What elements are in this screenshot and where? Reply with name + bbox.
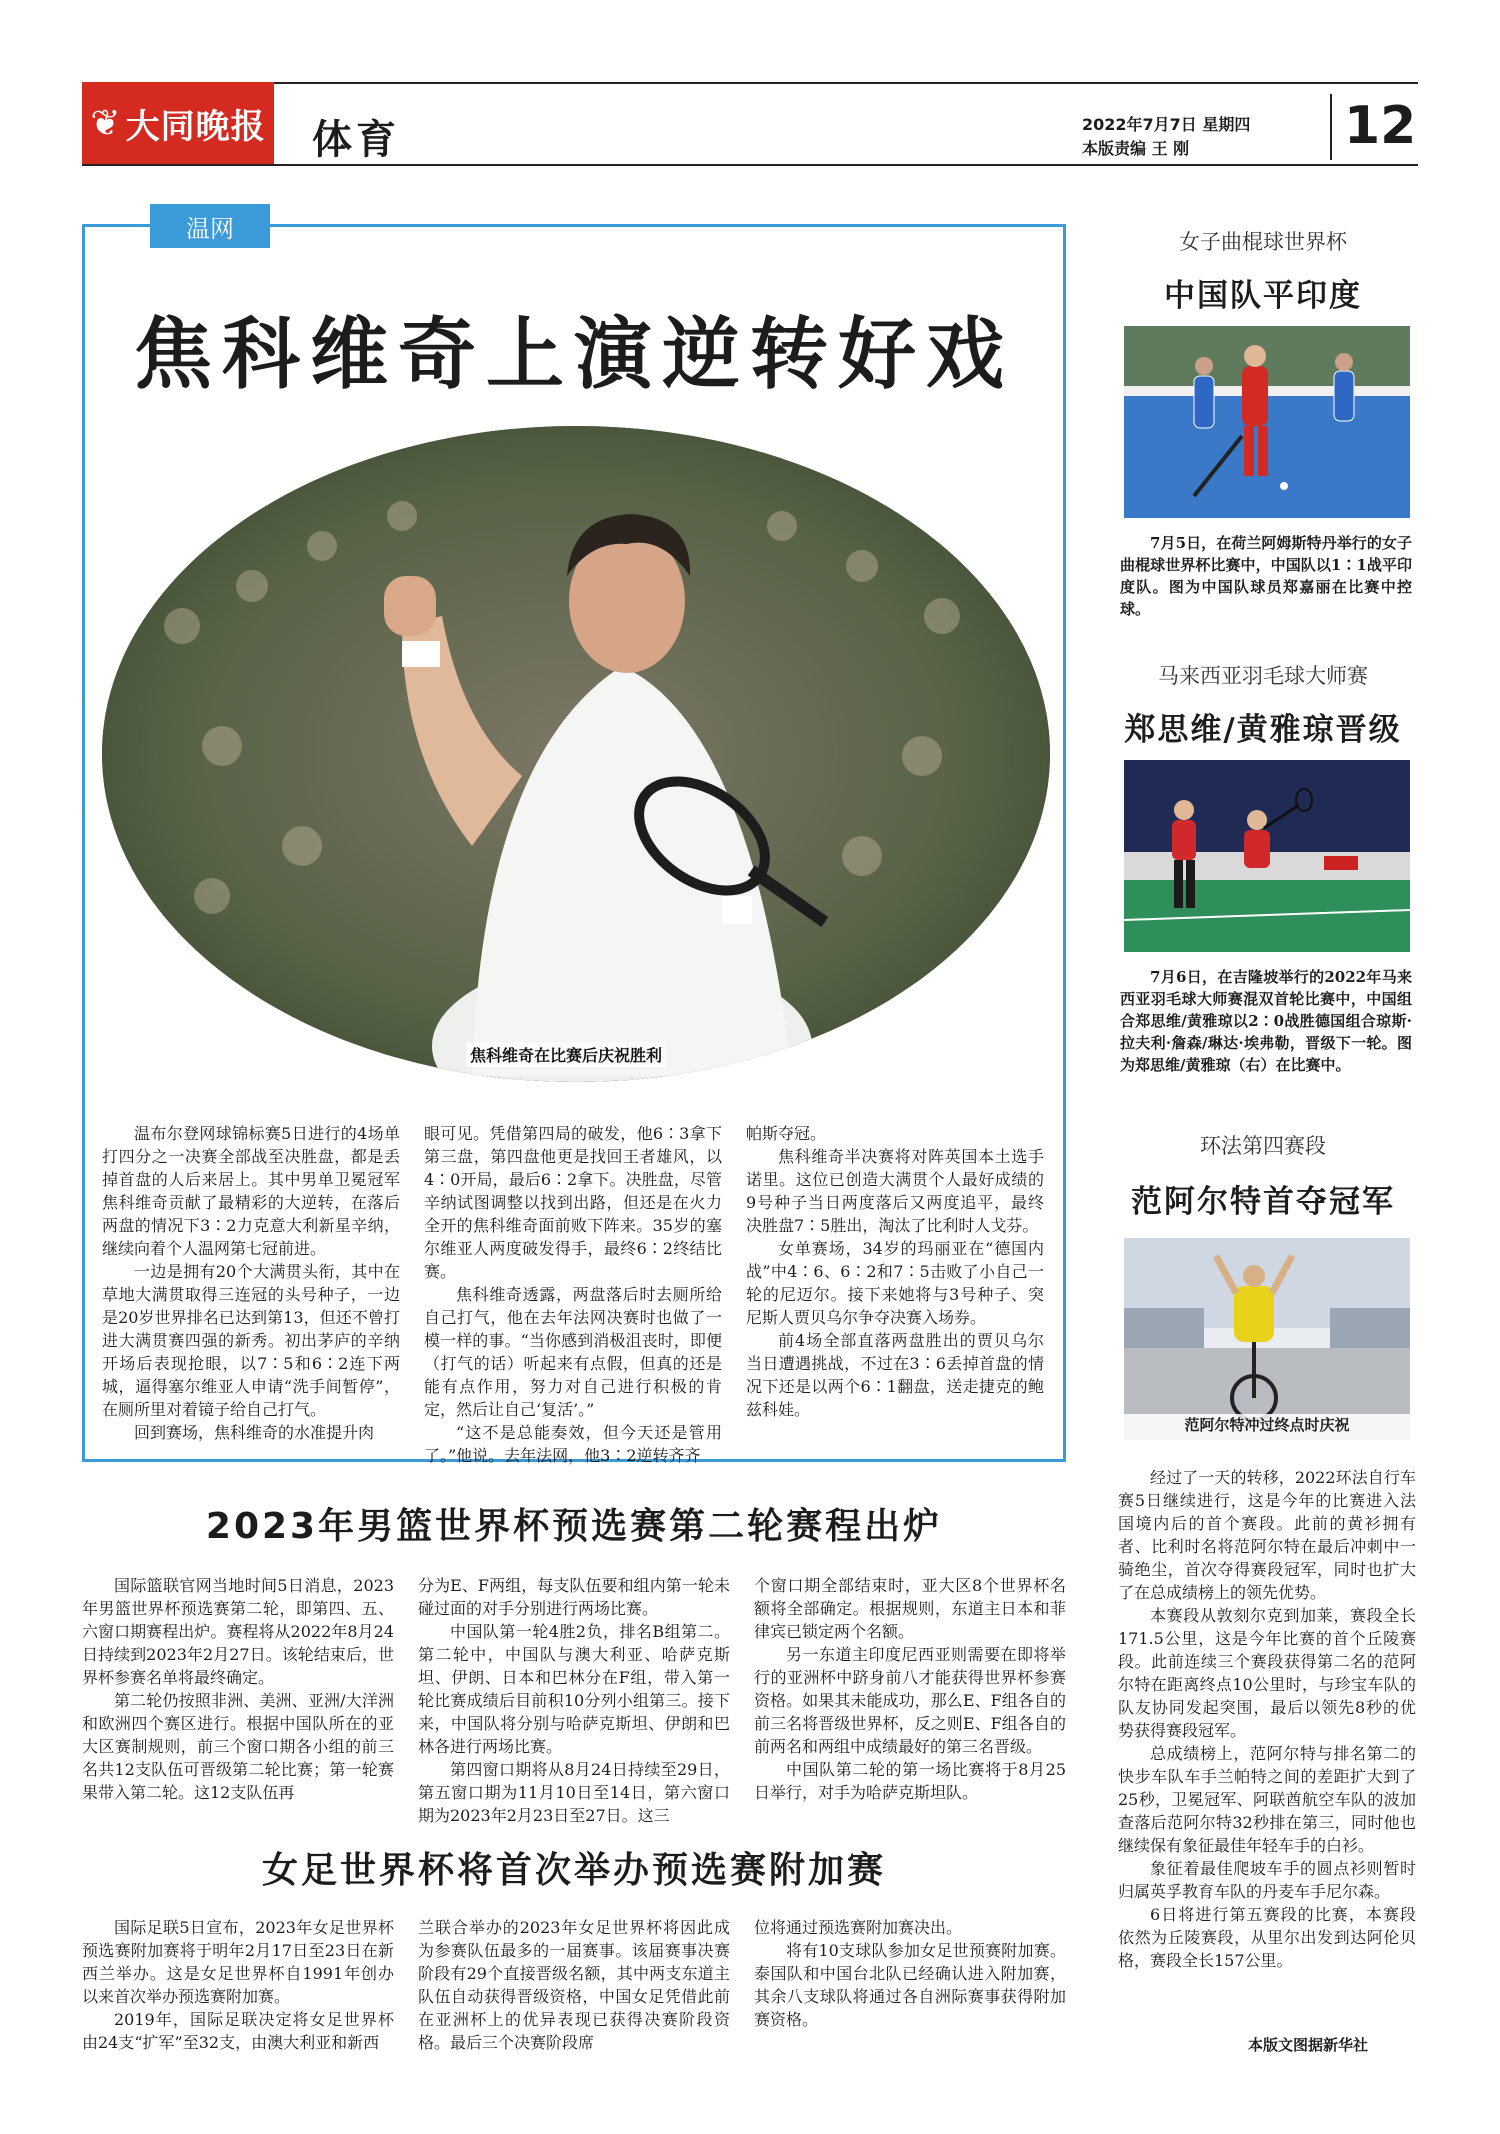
lead-photo: [102, 426, 1050, 1082]
newspaper-logo: [82, 82, 274, 164]
masthead-bottom-rule: [82, 164, 1418, 166]
badminton-illustration: [1124, 760, 1410, 952]
paragraph: 中国队第二轮的第一场比赛将于8月25日举行，对手为哈萨克斯坦队。: [754, 1760, 1066, 1802]
paragraph: 焦科维奇透露，两盘落后时去厕所给自己打气，他在去年法网决赛时也做了一模一样的事。“当你感到消极沮丧时，即便（打气的话）听起来有点假，但真的还是能有点作用，努力对自己进行积极的肯定，然后让自己‘复活’。”: [424, 1285, 722, 1419]
paragraph: 第四窗口期将从8月24日持续至29日，第五窗口期为11月10日至14日，第六窗口期为2023年2月23日至27日。这三: [418, 1760, 730, 1825]
paragraph: 一边是拥有20个大满贯头衔，其中在草地大满贯取得三连冠的头号种子，一边是20岁世界排名已达到第13，但还不曾打进大满贯赛四强的新秀。初出茅庐的辛纳开场后表现抢眼，以7∶5和6∶2连下两城，逼得塞尔维亚人申请“洗手间暂停”，在厕所里对着镜子给自己打气。: [102, 1262, 400, 1419]
badminton-caption: [1120, 966, 1412, 1076]
paragraph: “这不是总能奏效，但今天还是管用了。”他说。去年法网，他3∶2逆转齐齐: [424, 1423, 722, 1465]
hockey-headline: 中国队平印度: [1164, 278, 1362, 314]
womens-football-headline: 女足世界杯将首次举办预选赛附加赛: [261, 1850, 886, 1891]
cyclist-illustration: [1124, 1238, 1410, 1440]
paragraph: 本赛段从敦刻尔克到加莱，赛段全长171.5公里，这是今年比赛的首个丘陵赛段。此前连续三个赛段获得第二名的范阿尔特在距离终点10公里时，与珍宝车队的队友协同发起突围，最后以领先8秒的优势获得赛段冠军。: [1118, 1606, 1416, 1740]
paragraph: 眼可见。凭借第四局的破发，他6∶3拿下第三盘，第四盘他更是找回王者雄风，以4∶0开局，最后6∶2拿下。决胜盘，尽管辛纳试图调整以找到出路，但还是在火力全开的焦科维奇面前败下阵来。35岁的塞尔维亚人两度破发得手，最终6∶2终结比赛。: [424, 1124, 722, 1281]
basketball-col-2: [418, 1574, 730, 1827]
badminton-headline: 郑思维/黄雅琼晋级: [1124, 712, 1402, 748]
paragraph: 总成绩榜上，范阿尔特与排名第二的快步车队车手兰帕特之间的差距扩大到了25秒，卫冕冠军、阿联酋航空车队的波加查落后范阿尔特32秒排在第三，同时他也继续保有象征最佳年轻车手的白衫。: [1118, 1744, 1416, 1855]
issue-date: 2022年7月7日 星期四: [1082, 115, 1251, 134]
paragraph: 兰联合举办的2023年女足世界杯将因此成为参赛队伍最多的一届赛事。该届赛事决赛阶段有29个直接晋级名额，其中两支东道主队伍自动获得晋级资格，中国女足凭借此前在亚洲杯上的优异表现已获得决赛阶段资格。最后三个决赛阶段席: [418, 1918, 730, 2052]
caption-text: 7月5日，在荷兰阿姆斯特丹举行的女子曲棍球世界杯比赛中，中国队以1∶1战平印度队。图为中国队球员郑嘉丽在比赛中控球。: [1120, 534, 1412, 618]
cycling-kicker: 环法第四赛段: [1200, 1134, 1326, 1158]
paragraph: 经过了一天的转移，2022环法自行车赛5日继续进行，这是今年的比赛进入法国境内后的首个赛段。此前的黄衫拥有者、比利时名将范阿尔特在最后冲刺中一骑绝尘，首次夺得赛段冠军，同时也扩大了在总成绩榜上的领先优势。: [1118, 1468, 1416, 1602]
basketball-col-1: [82, 1574, 394, 1804]
paragraph: 另一东道主印度尼西亚则需要在即将举行的亚洲杯中跻身前八才能获得世界杯参赛资格。如果其未能成功，那么E、F组各自的前三名将晋级世界杯，反之则E、F组各自的前两名和两组中成绩最好的第三名晋级。: [754, 1645, 1066, 1756]
paragraph: 象征着最佳爬坡车手的圆点衫则暂时归属英孚教育车队的丹麦车手尼尔森。: [1118, 1859, 1416, 1901]
paragraph: 位将通过预选赛附加赛决出。: [754, 1918, 963, 1937]
paragraph: 分为E、F两组，每支队伍要和组内第一轮未碰过面的对手分别进行两场比赛。: [418, 1576, 730, 1618]
paragraph: 国际篮联官网当地时间5日消息，2023年男篮世界杯预选赛第二轮，即第四、五、六窗口期赛程出炉。赛程将从2022年8月24日持续到2023年2月27日。该轮结束后，世界杯参赛名单将最终确定。: [82, 1576, 394, 1687]
paragraph: 帕斯夺冠。: [746, 1124, 827, 1143]
lead-body-col-1: [102, 1122, 400, 1444]
womens-football-col-3: [754, 1916, 1066, 2031]
photo-credit: 本版文图据新华社: [1248, 2036, 1369, 2054]
womens-football-col-2: [418, 1916, 730, 2054]
paragraph: 2019年，国际足联决定将女足世界杯由24支“扩军”至32支，由澳大利亚和新西: [82, 2010, 394, 2052]
basketball-headline: 2023年男篮世界杯预选赛第二轮赛程出炉: [205, 1506, 943, 1547]
paragraph: 国际足联5日宣布，2023年女足世界杯预选赛附加赛将于明年2月17日至23日在新西兰举办。这是女足世界杯自1991年创办以来首次举办预选赛附加赛。: [82, 1918, 394, 2006]
paragraph: 回到赛场，焦科维奇的水准提升肉: [134, 1423, 375, 1442]
paragraph: 个窗口期全部结束时，亚大区8个世界杯名额将全部确定。根据规则，东道主日本和菲律宾已锁定两个名额。: [754, 1576, 1066, 1641]
hockey-illustration: [1124, 326, 1410, 518]
paragraph: 前4场全部直落两盘胜出的贾贝乌尔当日遭遇挑战，不过在3∶6丢掉首盘的情况下还是以两个6∶1翻盘，送走捷克的鲍兹科娃。: [746, 1331, 1044, 1419]
hockey-photo: [1124, 326, 1410, 518]
basketball-col-3: [754, 1574, 1066, 1804]
masthead-top-rule: [82, 82, 1418, 84]
paragraph: 中国队第一轮4胜2负，排名B组第二。第二轮中，中国队与澳大利亚、哈萨克斯坦、伊朗、日本和巴林分在F组，带入第一轮比赛成绩后目前积10分列小组第三。接下来，中国队将分别与哈萨克斯坦、伊朗和巴林各进行两场比赛。: [418, 1622, 730, 1756]
caption-text: 7月6日，在吉隆坡举行的2022年马来西亚羽毛球大师赛混双首轮比赛中，中国组合郑思维/黄雅琼以2∶0战胜德国组合琼斯·拉夫利·詹森/琳达·埃弗勒，晋级下一轮。图为郑思维/黄雅琼（右）在比赛中。: [1120, 968, 1412, 1074]
cycling-photo-caption: 范阿尔特冲过终点时庆祝: [1184, 1416, 1350, 1434]
page-number: 12: [1344, 96, 1417, 156]
womens-football-col-1: [82, 1916, 394, 2054]
flame-icon: ❦: [90, 102, 122, 144]
lead-body-col-3: [746, 1122, 1044, 1421]
paragraph: 6日将进行第五赛段的比赛，本赛段依然为丘陵赛段，从里尔出发到达阿伦贝格，赛段全长157公里。: [1118, 1905, 1416, 1970]
paragraph: 焦科维奇半决赛将对阵英国本土选手诺里。这位已创造大满贯个人最好成绩的9号种子当日两度落后又两度追平，最终决胜盘7∶5胜出，淘汰了比利时人戈芬。: [746, 1147, 1044, 1235]
logo-text: 大同晚报: [125, 106, 266, 147]
paragraph: 第二轮仍按照非洲、美洲、亚洲/大洋洲和欧洲四个赛区进行。根据中国队所在的亚大区赛制规则，前三个窗口期各小组的前三名共12支队伍可晋级第二轮比赛；第一轮赛果带入第二轮。这12支队伍再: [82, 1691, 394, 1802]
paragraph: 将有10支球队参加女足世预赛附加赛。泰国队和中国台北队已经确认进入附加赛，其余八支球队将通过各自洲际赛事获得附加赛资格。: [754, 1941, 1066, 2029]
lead-headline: 焦科维奇上演逆转好戏: [133, 310, 1014, 400]
section-title: 体育: [312, 117, 400, 163]
paragraph: 女单赛场，34岁的玛丽亚在“德国内战”中4∶6、6∶2和7∶5击败了小自己一轮的尼迈尔。接下来她将与3号种子、突尼斯人贾贝乌尔争夺决赛入场券。: [746, 1239, 1044, 1327]
lead-photo-caption: 焦科维奇在比赛后庆祝胜利: [466, 1042, 666, 1067]
hockey-caption: [1120, 532, 1412, 620]
sponsor-banner: [1324, 856, 1358, 870]
page-editor: 本版责编 王 刚: [1082, 139, 1190, 158]
tennis-player-illustration: [102, 426, 1050, 1082]
hockey-kicker: 女子曲棍球世界杯: [1179, 230, 1347, 254]
lead-body-col-2: [424, 1122, 722, 1467]
cycling-photo: [1124, 1238, 1410, 1440]
lead-story-tag: 温网: [150, 204, 270, 248]
cycling-headline: 范阿尔特首夺冠军: [1131, 1184, 1395, 1220]
masthead-divider: [1330, 94, 1332, 160]
paragraph: 温布尔登网球锦标赛5日进行的4场单打四分之一决赛全部战至决胜盘，都是丢掉首盘的人后来居上。其中男单卫冕冠军焦科维奇贡献了最精彩的大逆转，在落后两盘的情况下3∶2力克意大利新星辛纳，继续向着个人温网第七冠前进。: [102, 1124, 400, 1258]
cycling-body: [1118, 1466, 1416, 1972]
badminton-photo: [1124, 760, 1410, 952]
badminton-kicker: 马来西亚羽毛球大师赛: [1158, 664, 1368, 688]
